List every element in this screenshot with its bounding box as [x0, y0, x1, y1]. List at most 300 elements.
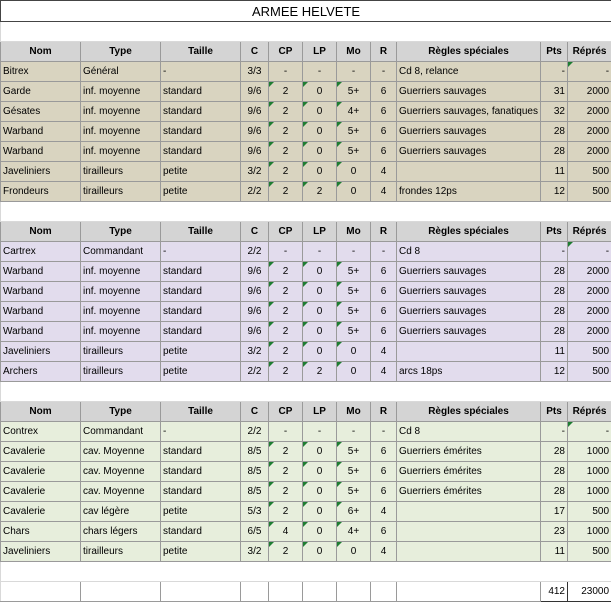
- table-cell[interactable]: tirailleurs: [81, 162, 161, 182]
- table-cell[interactable]: 28: [541, 302, 568, 322]
- table-cell[interactable]: 2/2: [241, 182, 269, 202]
- column-header[interactable]: Type: [81, 42, 161, 62]
- table-cell[interactable]: 2: [269, 462, 303, 482]
- column-header[interactable]: R: [371, 222, 397, 242]
- table-cell[interactable]: -: [269, 62, 303, 82]
- column-header[interactable]: LP: [303, 402, 337, 422]
- table-cell[interactable]: standard: [161, 82, 241, 102]
- column-header[interactable]: Réprés: [568, 222, 611, 242]
- unit-row: [1, 162, 611, 182]
- table-cell[interactable]: 0: [337, 162, 371, 182]
- table-cell[interactable]: 2000: [568, 122, 611, 142]
- table-cell[interactable]: -: [337, 62, 371, 82]
- table-cell[interactable]: petite: [161, 502, 241, 522]
- column-header[interactable]: Taille: [161, 222, 241, 242]
- table-cell[interactable]: 6/5: [241, 522, 269, 542]
- spacer-row: [1, 562, 611, 582]
- table-cell[interactable]: 2000: [568, 322, 611, 342]
- table-cell[interactable]: Commandant: [81, 422, 161, 442]
- table-cell[interactable]: 0: [303, 142, 337, 162]
- table-cell[interactable]: 6: [371, 142, 397, 162]
- table-cell[interactable]: 2/2: [241, 242, 269, 262]
- table-cell[interactable]: 28: [541, 482, 568, 502]
- column-header[interactable]: LP: [303, 42, 337, 62]
- table-cell[interactable]: -: [568, 62, 611, 82]
- table-cell[interactable]: Guerriers sauvages: [397, 322, 541, 342]
- table-cell[interactable]: 0: [337, 182, 371, 202]
- table-cell[interactable]: 11: [541, 342, 568, 362]
- table-cell[interactable]: cav. Moyenne: [81, 482, 161, 502]
- table-cell[interactable]: Guerriers sauvages: [397, 122, 541, 142]
- table-cell[interactable]: standard: [161, 142, 241, 162]
- column-header[interactable]: Type: [81, 222, 161, 242]
- unit-row: [1, 182, 611, 202]
- table-cell[interactable]: Warband: [1, 282, 81, 302]
- table-cell[interactable]: -: [161, 422, 241, 442]
- table-cell[interactable]: 2: [269, 362, 303, 382]
- table-cell[interactable]: standard: [161, 122, 241, 142]
- table-cell[interactable]: [397, 342, 541, 362]
- table-cell[interactable]: Guerriers émérites: [397, 442, 541, 462]
- table-cell[interactable]: 4: [371, 542, 397, 562]
- table-cell[interactable]: 11: [541, 162, 568, 182]
- table-cell[interactable]: standard: [161, 462, 241, 482]
- table-cell[interactable]: 4: [371, 362, 397, 382]
- table-cell[interactable]: 3/2: [241, 542, 269, 562]
- table-cell[interactable]: 28: [541, 322, 568, 342]
- unit-row: [1, 82, 611, 102]
- table-cell[interactable]: Cavalerie: [1, 442, 81, 462]
- column-header[interactable]: Nom: [1, 42, 81, 62]
- table-cell[interactable]: Commandant: [81, 242, 161, 262]
- table-cell[interactable]: 6: [371, 442, 397, 462]
- column-header[interactable]: Pts: [541, 402, 568, 422]
- empty-cell: [371, 582, 397, 602]
- table-cell[interactable]: Cavalerie: [1, 502, 81, 522]
- table-cell[interactable]: -: [269, 422, 303, 442]
- table-cell[interactable]: petite: [161, 362, 241, 382]
- column-header[interactable]: Nom: [1, 402, 81, 422]
- table-cell[interactable]: 9/6: [241, 302, 269, 322]
- table-cell[interactable]: Contrex: [1, 422, 81, 442]
- table-cell[interactable]: -: [161, 242, 241, 262]
- table-cell[interactable]: 2: [269, 182, 303, 202]
- column-header[interactable]: Taille: [161, 42, 241, 62]
- table-cell[interactable]: 2/2: [241, 422, 269, 442]
- table-cell[interactable]: 0: [303, 342, 337, 362]
- table-cell[interactable]: 0: [303, 122, 337, 142]
- table-cell[interactable]: [397, 542, 541, 562]
- sheet-title[interactable]: ARMEE HELVETE: [1, 1, 611, 22]
- table-cell[interactable]: 2: [269, 282, 303, 302]
- total-represented[interactable]: 23000: [568, 582, 611, 602]
- table-cell[interactable]: 3/3: [241, 62, 269, 82]
- spacer-row: [1, 202, 611, 222]
- table-cell[interactable]: Cd 8, relance: [397, 62, 541, 82]
- table-cell[interactable]: 2: [303, 182, 337, 202]
- table-cell[interactable]: tirailleurs: [81, 362, 161, 382]
- table-cell[interactable]: 0: [303, 442, 337, 462]
- table-cell[interactable]: 28: [541, 142, 568, 162]
- table-cell[interactable]: 31: [541, 82, 568, 102]
- table-cell[interactable]: Guerriers émérites: [397, 462, 541, 482]
- table-cell[interactable]: cav. Moyenne: [81, 442, 161, 462]
- table-cell[interactable]: 12: [541, 182, 568, 202]
- column-header[interactable]: Nom: [1, 222, 81, 242]
- table-cell[interactable]: 4: [269, 522, 303, 542]
- table-cell[interactable]: -: [568, 422, 611, 442]
- unit-row: [1, 342, 611, 362]
- table-cell[interactable]: 2: [269, 482, 303, 502]
- table-cell[interactable]: 0: [303, 542, 337, 562]
- table-cell[interactable]: 1000: [568, 482, 611, 502]
- table-cell[interactable]: frondes 12ps: [397, 182, 541, 202]
- unit-row: [1, 322, 611, 342]
- table-cell[interactable]: 28: [541, 262, 568, 282]
- table-cell[interactable]: 9/6: [241, 122, 269, 142]
- table-cell[interactable]: inf. moyenne: [81, 122, 161, 142]
- empty-cell: [303, 582, 337, 602]
- column-header[interactable]: CP: [269, 42, 303, 62]
- table-cell[interactable]: 28: [541, 122, 568, 142]
- table-cell[interactable]: 0: [337, 362, 371, 382]
- column-header[interactable]: Taille: [161, 402, 241, 422]
- table-cell[interactable]: 4: [371, 502, 397, 522]
- table-cell[interactable]: standard: [161, 442, 241, 462]
- column-header[interactable]: C: [241, 222, 269, 242]
- table-cell[interactable]: -: [303, 62, 337, 82]
- table-cell[interactable]: inf. moyenne: [81, 262, 161, 282]
- column-header[interactable]: Règles spéciales: [397, 402, 541, 422]
- table-cell[interactable]: Chars: [1, 522, 81, 542]
- table-cell[interactable]: 3/2: [241, 162, 269, 182]
- table-cell[interactable]: 2: [269, 142, 303, 162]
- empty-cell: [241, 582, 269, 602]
- table-cell[interactable]: 5+: [337, 262, 371, 282]
- table-cell[interactable]: 2: [269, 262, 303, 282]
- table-cell[interactable]: 500: [568, 342, 611, 362]
- table-cell[interactable]: tirailleurs: [81, 342, 161, 362]
- table-cell[interactable]: 6: [371, 102, 397, 122]
- empty-cell: [269, 582, 303, 602]
- table-cell[interactable]: [397, 162, 541, 182]
- unit-row: [1, 442, 611, 462]
- column-header[interactable]: Pts: [541, 42, 568, 62]
- table-cell[interactable]: 6: [371, 302, 397, 322]
- table-cell[interactable]: 6: [371, 262, 397, 282]
- table-cell[interactable]: 2: [269, 122, 303, 142]
- table-cell[interactable]: 2000: [568, 262, 611, 282]
- table-cell[interactable]: 500: [568, 162, 611, 182]
- column-header[interactable]: Réprés: [568, 42, 611, 62]
- table-cell[interactable]: 4: [371, 342, 397, 362]
- table-cell[interactable]: -: [303, 422, 337, 442]
- table-cell[interactable]: tirailleurs: [81, 542, 161, 562]
- table-cell[interactable]: 2: [269, 322, 303, 342]
- table-cell[interactable]: 3/2: [241, 342, 269, 362]
- table-cell[interactable]: Guerriers sauvages: [397, 262, 541, 282]
- table-cell[interactable]: 2000: [568, 82, 611, 102]
- table-cell[interactable]: 5+: [337, 302, 371, 322]
- table-cell[interactable]: inf. moyenne: [81, 322, 161, 342]
- table-cell[interactable]: 12: [541, 362, 568, 382]
- column-header[interactable]: R: [371, 42, 397, 62]
- table-cell[interactable]: Bitrex: [1, 62, 81, 82]
- table-cell[interactable]: Général: [81, 62, 161, 82]
- table-cell[interactable]: Warband: [1, 322, 81, 342]
- empty-cell: [397, 582, 541, 602]
- table-cell[interactable]: 8/5: [241, 482, 269, 502]
- table-cell[interactable]: 6: [371, 482, 397, 502]
- table-cell[interactable]: -: [161, 62, 241, 82]
- table-cell[interactable]: Garde: [1, 82, 81, 102]
- table-cell[interactable]: petite: [161, 182, 241, 202]
- table-cell[interactable]: Guerriers sauvages, fanatiques: [397, 102, 541, 122]
- table-cell[interactable]: 9/6: [241, 102, 269, 122]
- unit-row: [1, 282, 611, 302]
- empty-cell: [161, 582, 241, 602]
- table-cell[interactable]: -: [541, 242, 568, 262]
- table-cell[interactable]: Archers: [1, 362, 81, 382]
- column-header[interactable]: Mo: [337, 222, 371, 242]
- table-cell[interactable]: standard: [161, 522, 241, 542]
- table-cell[interactable]: 2: [269, 502, 303, 522]
- table-cell[interactable]: 9/6: [241, 282, 269, 302]
- table-cell[interactable]: 28: [541, 442, 568, 462]
- empty-cell: [1, 582, 81, 602]
- table-cell[interactable]: -: [371, 242, 397, 262]
- table-cell[interactable]: 6: [371, 122, 397, 142]
- table-cell[interactable]: 5+: [337, 282, 371, 302]
- table-cell[interactable]: Warband: [1, 142, 81, 162]
- table-cell[interactable]: 8/5: [241, 462, 269, 482]
- table-cell[interactable]: 0: [337, 542, 371, 562]
- column-header[interactable]: CP: [269, 402, 303, 422]
- table-cell[interactable]: 2: [269, 542, 303, 562]
- column-header[interactable]: Règles spéciales: [397, 222, 541, 242]
- table-cell[interactable]: 0: [303, 302, 337, 322]
- table-cell[interactable]: Guerriers sauvages: [397, 142, 541, 162]
- table-cell[interactable]: 5+: [337, 482, 371, 502]
- unit-row: [1, 122, 611, 142]
- unit-row: [1, 462, 611, 482]
- table-cell[interactable]: 17: [541, 502, 568, 522]
- table-cell[interactable]: 0: [303, 462, 337, 482]
- table-cell[interactable]: inf. moyenne: [81, 282, 161, 302]
- table-cell[interactable]: standard: [161, 302, 241, 322]
- column-header[interactable]: Règles spéciales: [397, 42, 541, 62]
- table-cell[interactable]: inf. moyenne: [81, 102, 161, 122]
- table-cell[interactable]: 2: [269, 162, 303, 182]
- table-cell[interactable]: 28: [541, 282, 568, 302]
- unit-row: [1, 422, 611, 442]
- table-cell[interactable]: Gésates: [1, 102, 81, 122]
- table-cell[interactable]: petite: [161, 542, 241, 562]
- column-header[interactable]: LP: [303, 222, 337, 242]
- table-cell[interactable]: 5+: [337, 322, 371, 342]
- table-cell[interactable]: 0: [303, 322, 337, 342]
- table-cell[interactable]: -: [371, 422, 397, 442]
- column-header[interactable]: Type: [81, 402, 161, 422]
- table-cell[interactable]: -: [568, 242, 611, 262]
- table-cell[interactable]: Warband: [1, 302, 81, 322]
- table-cell[interactable]: 0: [303, 522, 337, 542]
- table-cell[interactable]: 4: [371, 162, 397, 182]
- table-cell[interactable]: -: [371, 62, 397, 82]
- table-cell[interactable]: 4+: [337, 522, 371, 542]
- table-cell[interactable]: standard: [161, 262, 241, 282]
- column-header[interactable]: C: [241, 42, 269, 62]
- column-header[interactable]: Mo: [337, 402, 371, 422]
- table-cell[interactable]: -: [303, 242, 337, 262]
- unit-row: [1, 302, 611, 322]
- unit-row: [1, 102, 611, 122]
- unit-row: [1, 262, 611, 282]
- table-cell[interactable]: Guerriers émérites: [397, 482, 541, 502]
- table-cell[interactable]: 6: [371, 522, 397, 542]
- table-cell[interactable]: 0: [337, 342, 371, 362]
- spacer-row: [1, 382, 611, 402]
- table-cell[interactable]: 2/2: [241, 362, 269, 382]
- table-cell[interactable]: 0: [303, 82, 337, 102]
- table-cell[interactable]: Warband: [1, 122, 81, 142]
- table-cell[interactable]: 2: [269, 102, 303, 122]
- table-cell[interactable]: 0: [303, 162, 337, 182]
- table-cell[interactable]: 2000: [568, 282, 611, 302]
- column-header[interactable]: Réprés: [568, 402, 611, 422]
- table-cell[interactable]: standard: [161, 282, 241, 302]
- unit-row: [1, 542, 611, 562]
- table-cell[interactable]: cav. Moyenne: [81, 462, 161, 482]
- column-header[interactable]: CP: [269, 222, 303, 242]
- table-cell[interactable]: 28: [541, 462, 568, 482]
- table-cell[interactable]: 6: [371, 322, 397, 342]
- table-cell[interactable]: 0: [303, 482, 337, 502]
- table-cell[interactable]: Guerriers sauvages: [397, 282, 541, 302]
- table-cell[interactable]: chars légers: [81, 522, 161, 542]
- table-cell[interactable]: 9/6: [241, 142, 269, 162]
- table-cell[interactable]: 4: [371, 182, 397, 202]
- table-cell[interactable]: -: [337, 242, 371, 262]
- table-cell[interactable]: 0: [303, 102, 337, 122]
- table-cell[interactable]: arcs 18ps: [397, 362, 541, 382]
- table-cell[interactable]: 5+: [337, 82, 371, 102]
- table-cell[interactable]: 5+: [337, 142, 371, 162]
- table-cell[interactable]: -: [541, 422, 568, 442]
- table-cell[interactable]: -: [541, 62, 568, 82]
- table-cell[interactable]: Javeliniers: [1, 542, 81, 562]
- table-cell[interactable]: 0: [303, 502, 337, 522]
- table-cell[interactable]: Warband: [1, 262, 81, 282]
- table-cell[interactable]: 23: [541, 522, 568, 542]
- table-cell[interactable]: 9/6: [241, 262, 269, 282]
- table-cell[interactable]: 6: [371, 82, 397, 102]
- table-cell[interactable]: 2000: [568, 302, 611, 322]
- table-cell[interactable]: Guerriers sauvages: [397, 302, 541, 322]
- table-cell[interactable]: 2: [269, 442, 303, 462]
- table-cell[interactable]: inf. moyenne: [81, 302, 161, 322]
- table-cell[interactable]: Cavalerie: [1, 482, 81, 502]
- table-cell[interactable]: [397, 522, 541, 542]
- table-cell[interactable]: 5/3: [241, 502, 269, 522]
- column-header[interactable]: Mo: [337, 42, 371, 62]
- table-cell[interactable]: Javeliniers: [1, 342, 81, 362]
- unit-row: [1, 502, 611, 522]
- table-cell[interactable]: 6: [371, 462, 397, 482]
- table-cell[interactable]: Cartrex: [1, 242, 81, 262]
- unit-row: [1, 242, 611, 262]
- table-cell[interactable]: -: [337, 422, 371, 442]
- unit-row: [1, 522, 611, 542]
- table-cell[interactable]: 5+: [337, 122, 371, 142]
- table-cell[interactable]: 2000: [568, 102, 611, 122]
- column-header[interactable]: C: [241, 402, 269, 422]
- total-points[interactable]: 412: [541, 582, 568, 602]
- table-cell[interactable]: 1000: [568, 462, 611, 482]
- table-cell[interactable]: Cavalerie: [1, 462, 81, 482]
- table-cell[interactable]: Frondeurs: [1, 182, 81, 202]
- table-cell[interactable]: 1000: [568, 522, 611, 542]
- table-cell[interactable]: standard: [161, 322, 241, 342]
- table-cell[interactable]: Cd 8: [397, 242, 541, 262]
- unit-row: [1, 62, 611, 82]
- column-header[interactable]: Pts: [541, 222, 568, 242]
- table-cell[interactable]: Javeliniers: [1, 162, 81, 182]
- empty-cell: [337, 582, 371, 602]
- table-cell[interactable]: 500: [568, 362, 611, 382]
- table-cell[interactable]: 2: [303, 362, 337, 382]
- table-cell[interactable]: [397, 502, 541, 522]
- table-cell[interactable]: 8/5: [241, 442, 269, 462]
- table-cell[interactable]: 2: [269, 342, 303, 362]
- table-cell[interactable]: Cd 8: [397, 422, 541, 442]
- unit-row: [1, 142, 611, 162]
- table-cell[interactable]: standard: [161, 102, 241, 122]
- table-cell[interactable]: inf. moyenne: [81, 142, 161, 162]
- table-cell[interactable]: 500: [568, 502, 611, 522]
- unit-row: [1, 362, 611, 382]
- spacer-row: [1, 22, 611, 42]
- table-cell[interactable]: -: [269, 242, 303, 262]
- table-cell[interactable]: 500: [568, 542, 611, 562]
- table-cell[interactable]: petite: [161, 342, 241, 362]
- table-cell[interactable]: tirailleurs: [81, 182, 161, 202]
- table-cell[interactable]: cav légère: [81, 502, 161, 522]
- column-header[interactable]: R: [371, 402, 397, 422]
- table-cell[interactable]: inf. moyenne: [81, 82, 161, 102]
- table-cell[interactable]: 5+: [337, 442, 371, 462]
- table-cell[interactable]: 1000: [568, 442, 611, 462]
- table-cell[interactable]: 6: [371, 282, 397, 302]
- table-cell[interactable]: Guerriers sauvages: [397, 82, 541, 102]
- table-cell[interactable]: 5+: [337, 462, 371, 482]
- table-cell[interactable]: 2: [269, 302, 303, 322]
- empty-cell: [81, 582, 161, 602]
- table-cell[interactable]: 0: [303, 262, 337, 282]
- table-cell[interactable]: 6+: [337, 502, 371, 522]
- table-cell[interactable]: 2: [269, 82, 303, 102]
- table-cell[interactable]: standard: [161, 482, 241, 502]
- table-cell[interactable]: 0: [303, 282, 337, 302]
- table-cell[interactable]: petite: [161, 162, 241, 182]
- table-cell[interactable]: 9/6: [241, 322, 269, 342]
- table-cell[interactable]: 4+: [337, 102, 371, 122]
- table-cell[interactable]: 2000: [568, 142, 611, 162]
- table-cell[interactable]: 9/6: [241, 82, 269, 102]
- table-cell[interactable]: 32: [541, 102, 568, 122]
- table-cell[interactable]: 11: [541, 542, 568, 562]
- table-cell[interactable]: 500: [568, 182, 611, 202]
